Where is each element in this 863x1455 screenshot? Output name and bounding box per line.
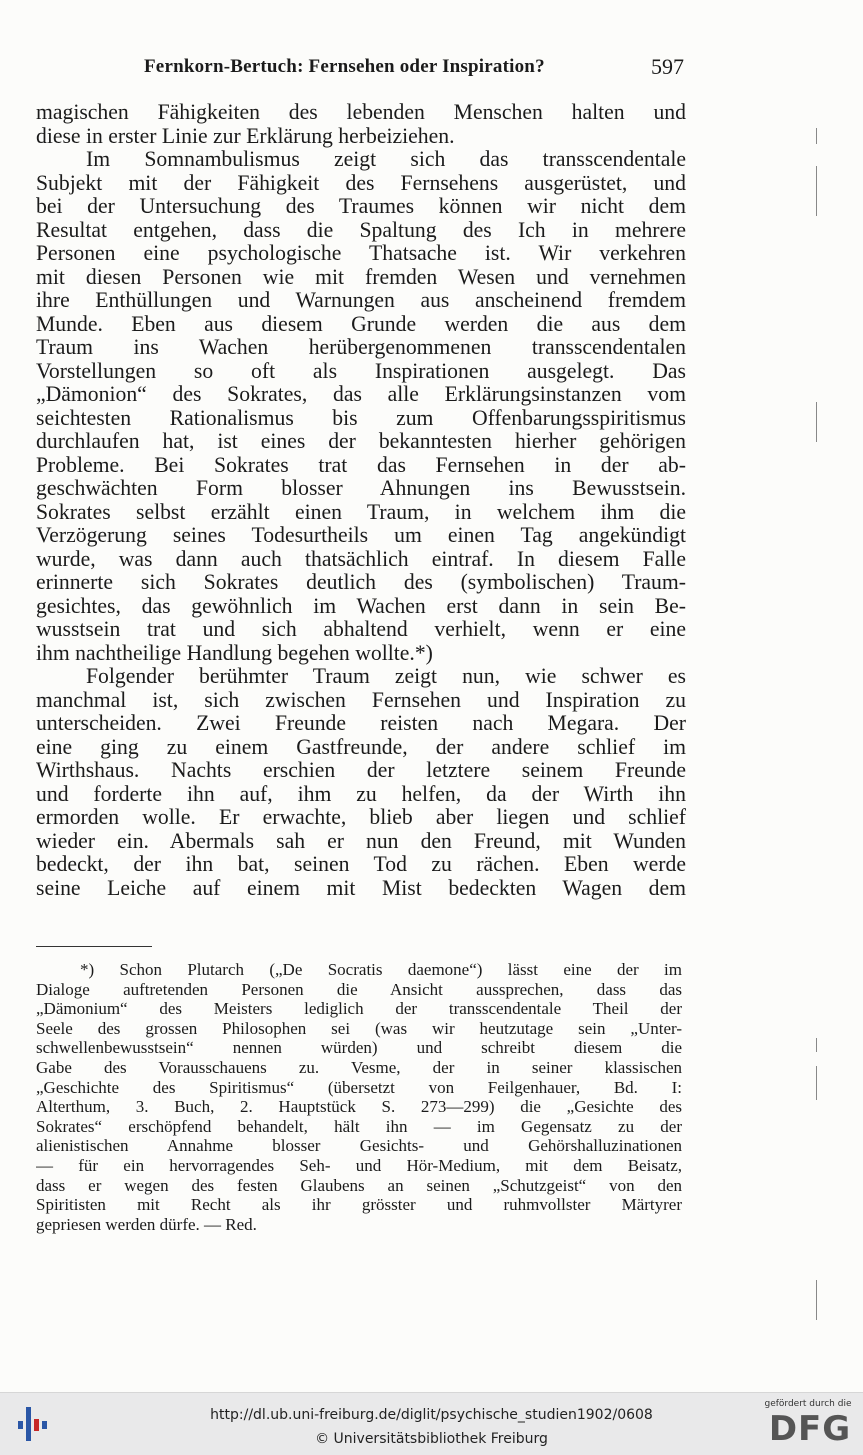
footnote-line: „Geschichte des Spiritismus“ (übersetzt von Feilgenhauer, Bd. I: — [36, 1077, 682, 1097]
body-line: Sokrates selbst erzählt einen Traum, in welchem ihm die — [36, 500, 686, 524]
body-line: „Dämonion“ des Sokrates, das alle Erklärungsinstanzen vom — [36, 383, 686, 406]
dfg-wordmark: DFG — [768, 1409, 852, 1449]
margin-mark — [816, 166, 817, 216]
footnote-line: Gabe des Vorausschauens zu. Vesme, der in seiner klassischen — [36, 1057, 682, 1077]
body-line: ihre Enthüllungen und Warnungen aus anscheinend fremdem — [36, 289, 686, 312]
footnote-rule — [36, 946, 152, 947]
body-text — [36, 101, 686, 900]
running-title: Fernkorn-Bertuch: Fernsehen oder Inspiration? — [144, 56, 545, 77]
body-line: Wirthshaus. Nachts erschien der letztere seinem Freunde — [36, 759, 686, 782]
body-line: gesichtes, das gewöhnlich im Wachen erst dann in sein Be- — [36, 594, 686, 618]
footnote-line: alienistischen Annahme blosser Gesichts- und Gehörshalluzinationen — [36, 1136, 682, 1156]
footnote-line: Dialoge auftretenden Personen die Ansicht aussprechen, dass das — [36, 979, 682, 999]
body-line: unterscheiden. Zwei Freunde reisten nach Megara. Der — [36, 712, 686, 735]
body-line: erinnerte sich Sokrates deutlich des (symbolischen) Traum- — [36, 571, 686, 594]
body-line: seichtesten Rationalismus bis zum Offenbarungsspiritismus — [36, 406, 686, 430]
document-url[interactable]: http://dl.ub.uni-freiburg.de/diglit/psychische_studien1902/0608 — [210, 1407, 653, 1423]
margin-mark — [816, 1066, 817, 1100]
page-header — [36, 52, 686, 82]
funder-caption: gefördert durch die — [764, 1399, 852, 1409]
footnote-line: dass er wegen des festen Glaubens an seinen „Schutzgeist“ von den — [36, 1175, 682, 1195]
body-line: diese in erster Linie zur Erklärung herbeiziehen. — [36, 124, 455, 148]
body-line: bedeckt, der ihn bat, seinen Tod zu rächen. Eben werde — [36, 853, 686, 876]
dfg-logo — [760, 1399, 856, 1449]
body-line: wurde, was dann auch thatsächlich eintraf. In diesem Falle — [36, 547, 686, 571]
body-line: Resultat entgehen, dass die Spaltung des Ich in mehrere — [36, 218, 686, 242]
page-number: 597 — [651, 54, 684, 79]
body-line: Folgender berühmter Traum zeigt nun, wie schwer es — [86, 665, 686, 688]
body-line: Vorstellungen so oft als Inspirationen ausgelegt. Das — [36, 359, 686, 383]
body-line: ermorden wolle. Er erwachte, blieb aber liegen und schlief — [36, 806, 686, 829]
footnote-line: *) Schon Plutarch („De Socratis daemone“) lässt eine der im — [80, 960, 682, 979]
body-line: wieder ein. Abermals sah er nun den Freund, mit Wunden — [36, 829, 686, 853]
margin-mark — [816, 1038, 817, 1052]
footnote-line: Spiritisten mit Recht als ihr grösster und ruhmvollster Märtyrer — [36, 1195, 682, 1215]
body-line: wusstsein trat und sich abhaltend verhielt, wenn er eine — [36, 618, 686, 641]
body-line: Subjekt mit der Fähigkeit des Fernsehens ausgerüstet, und — [36, 171, 686, 195]
footnote — [36, 960, 682, 1234]
body-line: Personen eine psychologische Thatsache ist. Wir verkehren — [36, 242, 686, 265]
body-line: Traum ins Wachen herübergenommenen transscendentalen — [36, 336, 686, 359]
footnote-line: Sokrates“ erschöpfend behandelt, hält ihn — im Gegensatz zu der — [36, 1116, 682, 1136]
body-line: seine Leiche auf einem mit Mist bedeckten Wagen dem — [36, 876, 686, 900]
scan-margin-marks — [812, 120, 824, 1380]
body-line: manchmal ist, sich zwischen Fernsehen und Inspiration zu — [36, 688, 686, 712]
body-line: magischen Fähigkeiten des lebenden Menschen halten und — [36, 101, 686, 124]
footnote-line: „Dämonium“ des Meisters lediglich der transscendentale Theil der — [36, 999, 682, 1019]
copyright-notice: © Universitätsbibliothek Freiburg — [315, 1431, 548, 1447]
footnote-line: schwellenbewusstsein“ nennen würden) und schreibt diesem die — [36, 1038, 682, 1058]
footnote-line: Alterthum, 3. Buch, 2. Hauptstück S. 273—299) die „Gesichte des — [36, 1097, 682, 1117]
margin-mark — [816, 402, 817, 442]
margin-mark — [816, 1280, 817, 1320]
body-line: ihm nachtheilige Handlung begehen wollte.*) — [36, 641, 433, 665]
body-line: Probleme. Bei Sokrates trat das Fernsehen in der ab- — [36, 453, 686, 477]
body-line: Im Somnambulismus zeigt sich das transscendentale — [86, 148, 686, 171]
body-line: durchlaufen hat, ist eines der bekanntesten hierher gehörigen — [36, 430, 686, 453]
body-line: Munde. Eben aus diesem Grunde werden die aus dem — [36, 312, 686, 336]
body-line: und forderte ihn auf, ihm zu helfen, da der Wirth ihn — [36, 782, 686, 806]
viewer-footer — [0, 1392, 863, 1455]
footnote-line: gepriesen werden dürfe. — Red. — [36, 1214, 257, 1234]
body-line: mit diesen Personen wie mit fremden Wesen und vernehmen — [36, 265, 686, 289]
body-line: geschwächten Form blosser Ahnungen ins Bewusstsein. — [36, 477, 686, 500]
footnote-line: — für ein hervorragendes Seh- und Hör-Medium, mit dem Beisatz, — [36, 1155, 682, 1175]
body-line: bei der Untersuchung des Traumes können wir nicht dem — [36, 195, 686, 218]
margin-mark — [816, 128, 817, 144]
body-line: eine ging zu einem Gastfreunde, der andere schlief im — [36, 735, 686, 759]
footnote-line: Seele des grossen Philosophen sei (was wir heutzutage sein „Unter- — [36, 1018, 682, 1038]
body-line: Verzögerung seines Todesurtheils um einen Tag angekündigt — [36, 524, 686, 547]
